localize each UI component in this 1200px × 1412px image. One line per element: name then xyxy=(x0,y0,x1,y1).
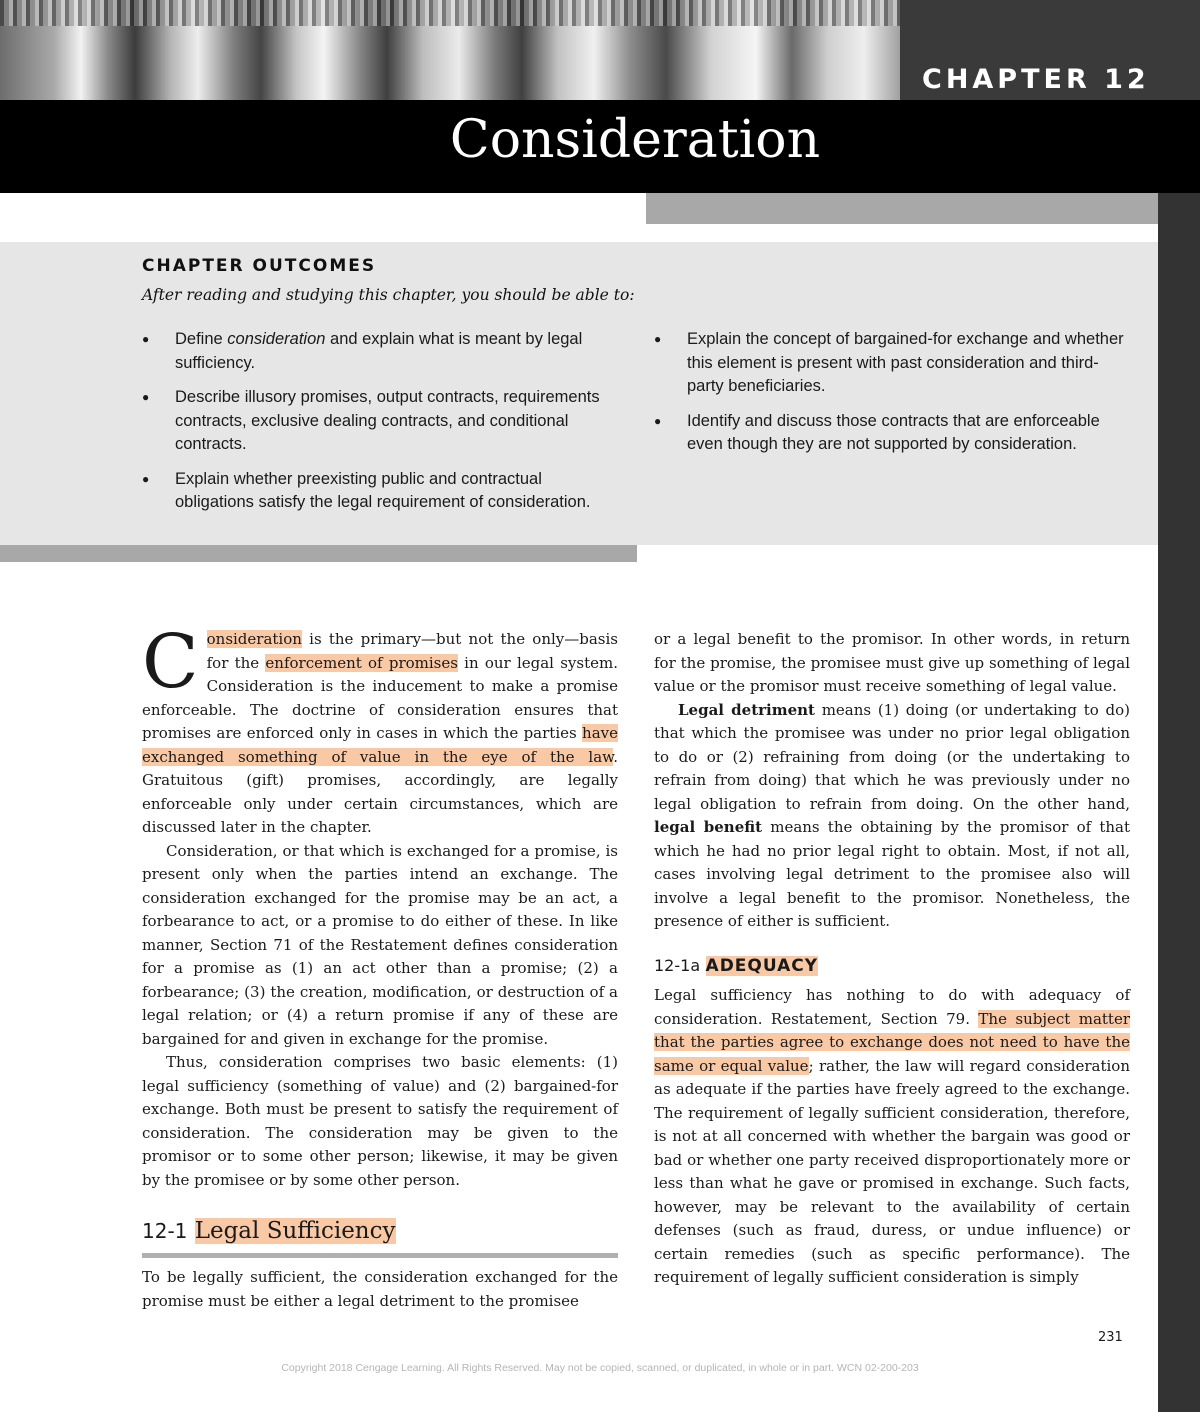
subsection-number: 12-1a xyxy=(654,955,701,975)
copyright-notice: Copyright 2018 Cengage Learning. All Rights Reserved. May not be copied, scanned, or duplicated, in whole or in part. WCN 02-200-203 xyxy=(281,1362,919,1374)
chapter-title: Consideration xyxy=(449,110,821,170)
section-title: Legal Sufficiency xyxy=(194,1218,396,1244)
outcomes-intro: After reading and studying this chapter, you should be able to: xyxy=(142,286,635,304)
bullet-icon: ● xyxy=(654,413,662,428)
outcomes-list-right xyxy=(654,328,1129,468)
section-number: 12-1 xyxy=(142,1219,188,1243)
outcome-item: ● Describe illusory promises, output contracts, requirements contracts, exclusive dealing contracts, and conditional contracts. xyxy=(142,388,600,453)
page-edge-bar xyxy=(1158,193,1200,1412)
paragraph: Legal detriment means (1) doing (or undertaking to do) that which the promisee was under no prior legal obligation to do or (2) refraining from doing (or the undertaking to refrain from doing) that which he was previously under no legal obligation to refrain from doing. On the other hand, legal benefit means the obtaining by the promisor of that which he had no prior legal right to obtain. Most, if not all, cases involving legal detriment to the promisee also will involve a legal benefit to the promisor. Nonetheless, the presence of either is sufficient. xyxy=(654,700,1131,930)
page-number: 231 xyxy=(1098,1330,1123,1345)
bullet-icon: ● xyxy=(142,332,150,346)
chapter-label: CHAPTER 12 xyxy=(922,64,1150,95)
drop-cap: C xyxy=(142,619,199,705)
bullet-icon: ● xyxy=(142,471,150,486)
paragraph: Thus, consideration comprises two basic elements: (1) legal sufficiency (something of value) and (2) bargained-for exchange. Both must be present to satisfy the requirement of consideration. The consideration may be given to the promisor or to some other person; likewise, it may be given by the promisee or by some other person. xyxy=(142,1053,618,1189)
section-heading xyxy=(142,1216,618,1258)
column-photo-banner xyxy=(0,0,900,100)
subsection-title: ADEQUACY xyxy=(705,955,819,976)
bullet-icon: ● xyxy=(142,390,150,404)
bullet-icon: ● xyxy=(654,332,662,346)
decorative-strip-left xyxy=(0,545,637,562)
outcomes-heading: CHAPTER OUTCOMES xyxy=(142,256,377,276)
outcome-item: ● Explain whether preexisting public and contractual obligations satisfy the legal requirement of consideration. xyxy=(142,469,591,511)
outcomes-list-left xyxy=(142,328,617,526)
outcome-item: ● Identify and discuss those contracts that are enforceable even though they are not supported by consideration. xyxy=(654,411,1100,453)
outcome-item: ● Explain the concept of bargained-for exchange and whether this element is present with past consideration and third-party beneficiaries. xyxy=(654,330,1124,395)
body-column-left xyxy=(142,619,618,1313)
paragraph: To be legally sufficient, the consideration exchanged for the promise must be either a legal detriment to the promisee xyxy=(142,1268,618,1310)
paragraph: Consideration, or that which is exchanged for a promise, is present only when the parties intend an exchange. The consideration exchanged for the promise may be an act, a forbearance to act, or a promise to do either of these. In like manner, Section 71 of the Restatement defines consideration for a promise as (1) an act other than a promise; (2) a forbearance; (3) the creation, modification, or destruction of a legal relation; or (4) a return promise if any of these are bargained for and given in exchange for the promise. xyxy=(142,841,618,1048)
outcome-item: ● Define consideration and explain what is meant by legal sufficiency. xyxy=(142,330,583,372)
column-capitals xyxy=(0,0,900,26)
subsection-heading xyxy=(654,954,1130,979)
decorative-strip-right xyxy=(646,193,1158,224)
paragraph: or a legal benefit to the promisor. In other words, in return for the promise, the promisee must give up something of legal value or the promisor must receive something of legal value. xyxy=(654,630,1130,695)
paragraph: Consideration is the primary—but not the only—basis for the enforcement of promises in our legal system. Consideration is the inducement to make a promise enforceable. The doctrine of consideration ensures that promises are enforced only in cases in which the parties have exchanged something of value in the eye of the law. Gratuitous (gift) promises, accordingly, are legally enforceable only under certain circumstances, which are discussed later in the chapter. xyxy=(142,619,618,836)
paragraph: Legal sufficiency has nothing to do with adequacy of consideration. Restatement, Section 79. The subject matter that the parties agree to exchange does not need to have the same or equal value; rather, the law will regard consideration as adequate if the parties have freely agreed to the exchange. The requirement of legally sufficient consideration, therefore, is not at all concerned with whether the bargain was good or bad or whether one party received disproportionately more or less than what he gave or promised in exchange. Such facts, however, may be relevant to the availability of certain defenses (such as fraud, duress, or undue influence) or certain remedies (such as specific performance). The requirement of legally sufficient consideration is simply xyxy=(654,986,1131,1286)
body-column-right xyxy=(654,628,1130,1290)
